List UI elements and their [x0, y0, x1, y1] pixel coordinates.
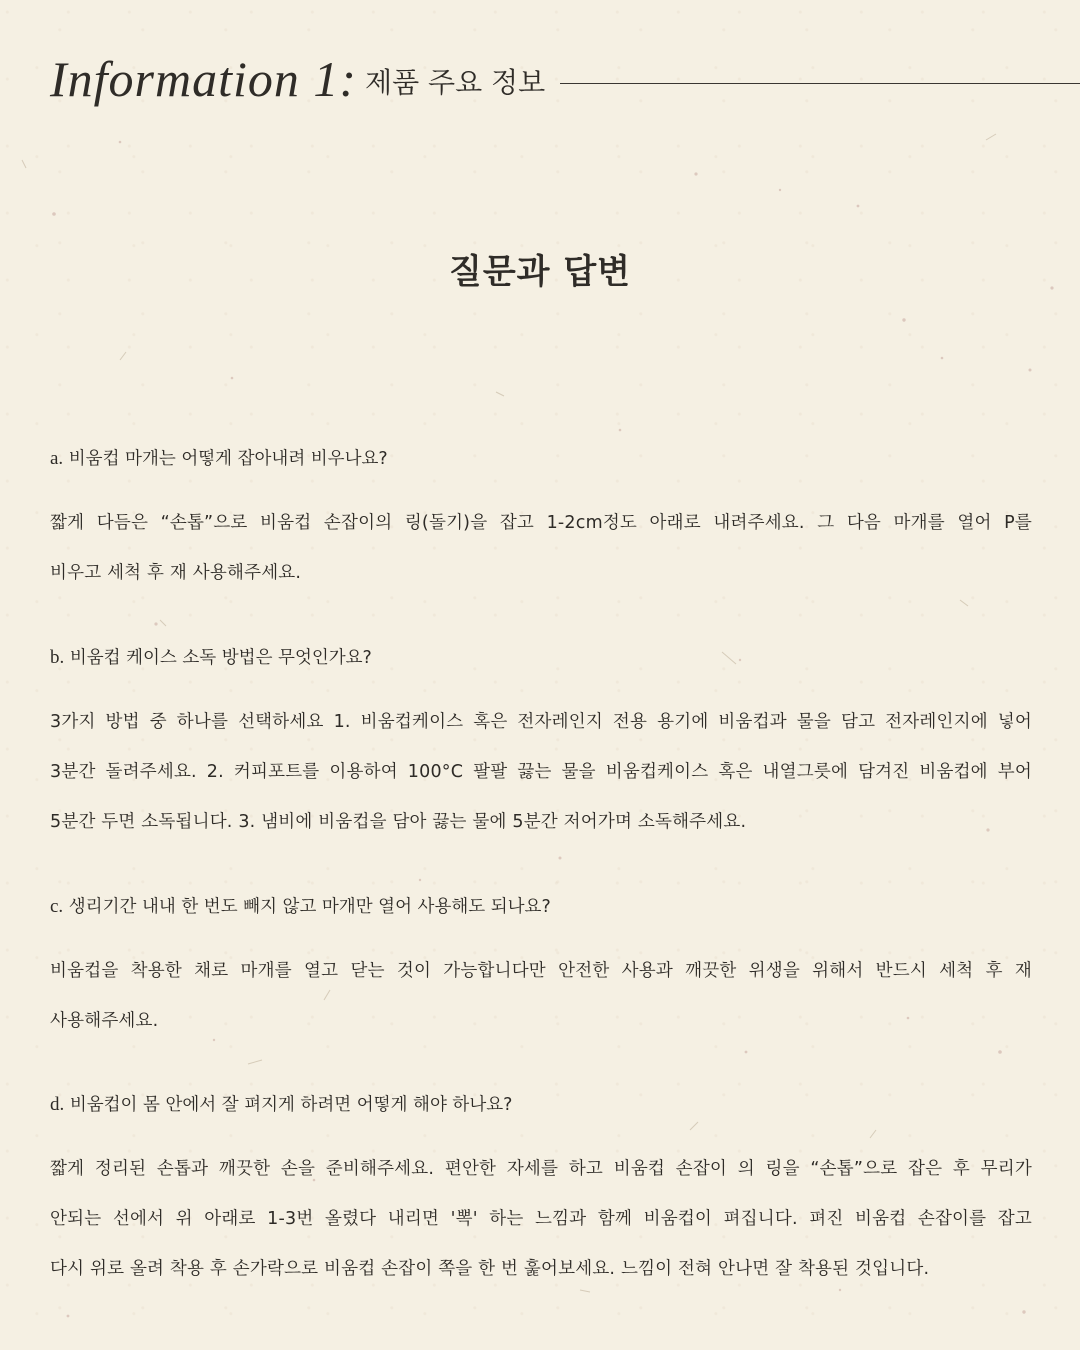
answer-line: 짧게 정리된 손톱과 깨끗한 손을 준비해주세요. 편안한 자세를 하고 비움컵 손잡이 의 링을 “손톱”으로 잡은 후 무리가	[50, 1159, 1032, 1179]
answer-line: 사용해주세요.	[50, 1011, 159, 1031]
answer-c	[50, 946, 1032, 1046]
answer-line: 3가지 방법 중 하나를 선택하세요 1. 비움컵케이스 혹은 전자레인지 전용 용기에 비움컵과 물을 담고 전자레인지에 넣어	[50, 712, 1032, 732]
answer-line: 5분간 두면 소독됩니다. 3. 냄비에 비움컵을 담아 끓는 물에 5분간 저어가며 소독해주세요.	[50, 812, 747, 832]
answer-line: 다시 위로 올려 착용 후 손가락으로 비움컵 손잡이 쪽을 한 번 훑어보세요. 느낌이 전혀 안나면 잘 착용된 것입니다.	[50, 1259, 930, 1279]
qa-item-c	[50, 896, 1032, 1046]
header-divider	[560, 83, 1080, 84]
question-letter: d.	[50, 1094, 65, 1115]
answer-b	[50, 697, 1032, 847]
qa-item-a	[50, 448, 1032, 598]
question-c	[50, 896, 1032, 918]
header-italic-title: Information 1:	[50, 51, 358, 107]
question-text: 비움컵 케이스 소독 방법은 무엇인가요?	[69, 648, 372, 668]
answer-line: 짧게 다듬은 “손톱”으로 비움컵 손잡이의 링(돌기)을 잡고 1-2cm정도 아래로 내려주세요. 그 다음 마개를 열어 P를	[50, 513, 1032, 533]
answer-line: 안되는 선에서 위 아래로 1-3번 올렸다 내리면 '뽁' 하는 느낌과 함께 비움컵이 펴집니다. 펴진 비움컵 손잡이를 잡고	[50, 1209, 1032, 1229]
question-letter: b.	[50, 647, 65, 668]
answer-line: 비우고 세척 후 재 사용해주세요.	[50, 563, 302, 583]
qa-item-b	[50, 647, 1032, 847]
question-text: 비움컵이 몸 안에서 잘 펴지게 하려면 어떻게 해야 하나요?	[69, 1095, 513, 1115]
qa-item-d	[50, 1094, 1032, 1294]
question-text: 생리기간 내내 한 번도 빼지 않고 마개만 열어 사용해도 되나요?	[68, 897, 551, 917]
section-title: 질문과 답변	[448, 252, 632, 292]
question-d	[50, 1094, 1032, 1116]
header-title	[50, 50, 545, 108]
answer-line: 비움컵을 착용한 채로 마개를 열고 닫는 것이 가능합니다만 안전한 사용과 깨끗한 위생을 위해서 반드시 세척 후 재	[50, 961, 1032, 981]
answer-d	[50, 1144, 1032, 1294]
question-letter: a.	[50, 448, 64, 469]
header-korean-title: 제품 주요 정보	[365, 66, 546, 99]
answer-a	[50, 498, 1032, 598]
question-letter: c.	[50, 896, 64, 917]
question-text: 비움컵 마개는 어떻게 잡아내려 비우나요?	[68, 449, 388, 469]
question-b	[50, 647, 1032, 669]
page-header	[50, 50, 1080, 110]
answer-line: 3분간 돌려주세요. 2. 커피포트를 이용하여 100°C 팔팔 끓는 물을 비움컵케이스 혹은 내열그릇에 담겨진 비움컵에 부어	[50, 762, 1032, 782]
question-a	[50, 448, 1032, 470]
